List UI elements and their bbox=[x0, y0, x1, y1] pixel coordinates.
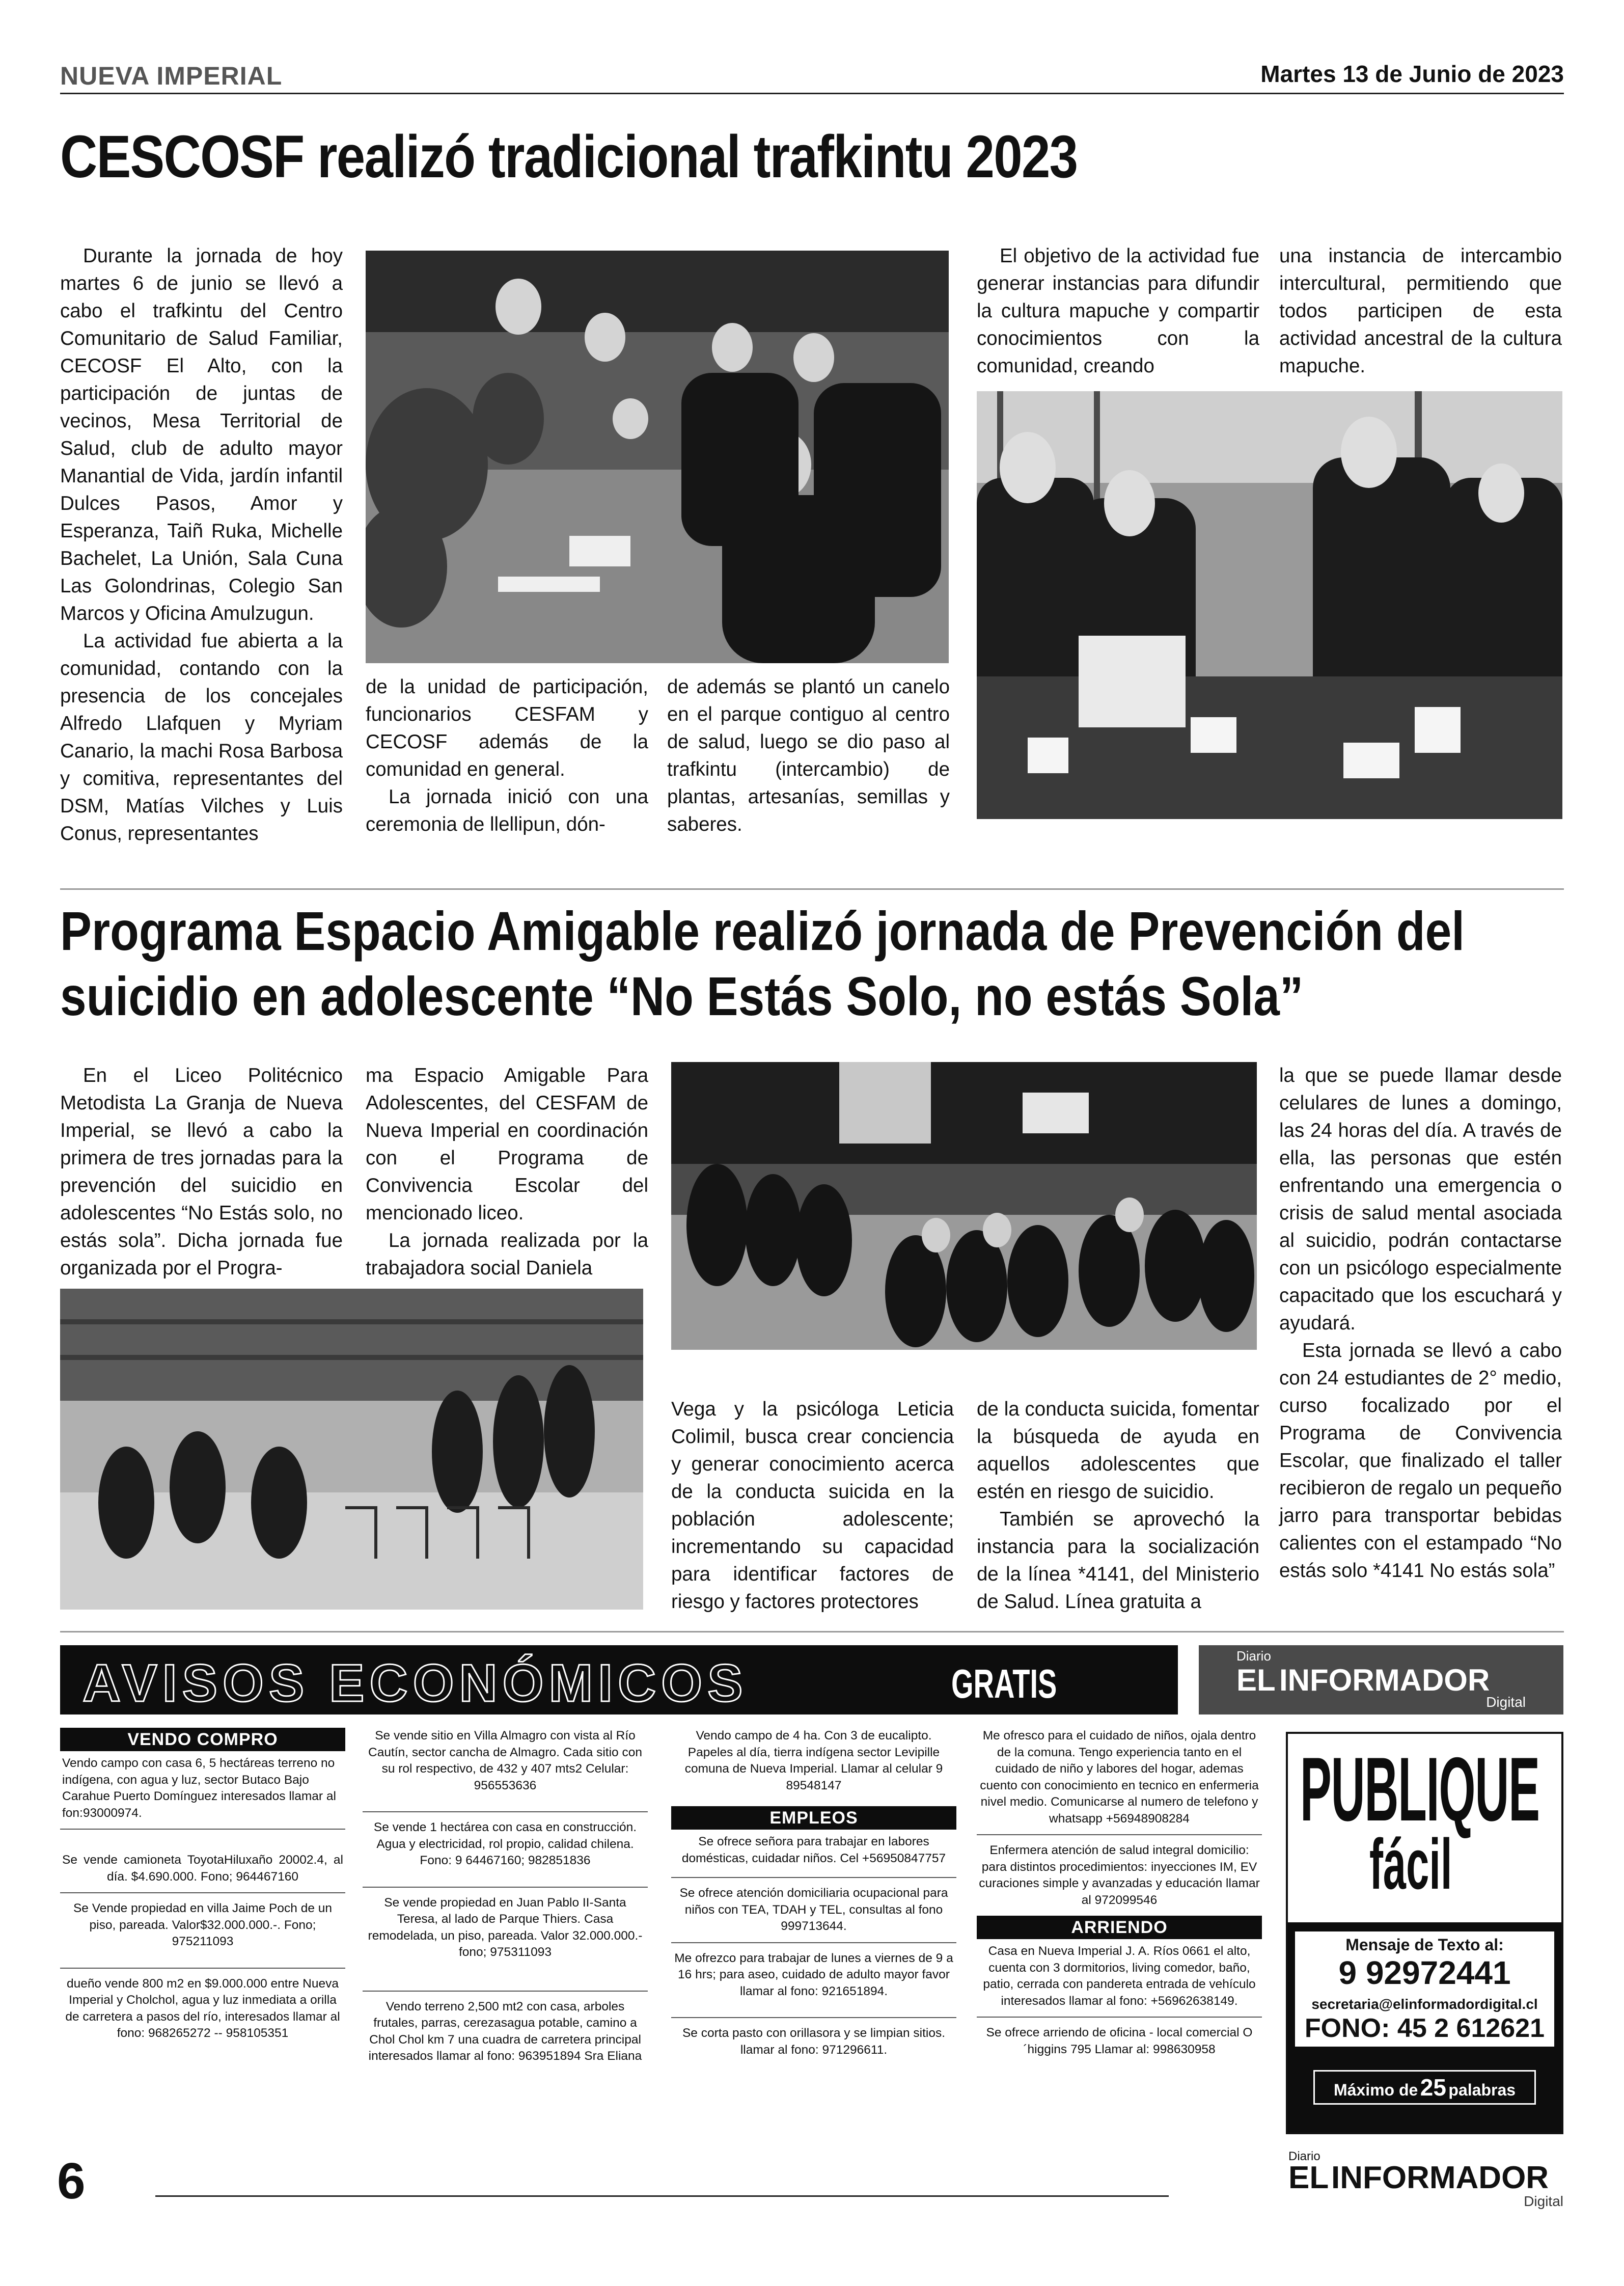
article2-col1 bbox=[60, 1062, 343, 1282]
ad-divider bbox=[671, 1942, 956, 1943]
logo-digital: Digital bbox=[1524, 2193, 1563, 2209]
section-divider bbox=[60, 888, 1564, 890]
logo-name: INFORMADOR bbox=[1331, 2160, 1549, 2195]
workshop-photo-small bbox=[60, 1289, 643, 1610]
trafkintu-photo-1 bbox=[366, 251, 949, 663]
trafkintu-photo-2 bbox=[977, 391, 1562, 819]
max-words-suffix: palabras bbox=[1448, 2081, 1516, 2099]
classified-ad: Se vende propiedad en Juan Pablo II-Santa Teresa, al lado de Parque Thiers. Casa remodelada, un piso, pareada. Valor 32.000.000.- fono; 975311093 bbox=[368, 1895, 643, 1959]
paragraph: El objetivo de la actividad fue generar instancias para difundir la cultura mapuche y compartir conocimientos con la comunidad, creando bbox=[977, 245, 1259, 377]
paragraph: Durante la jornada de hoy martes 6 de junio se llevó a cabo el trafkintu del Centro Comunitario de Salud Familiar, CECOSF El Alto, con la participación de juntas de vecinos, Mesa Territorial de Salud, club de adulto mayor Manantial de Vida, jardín infantil Dulces Pasos, Amor y Esperanza, Taiñ Ruka, Michelle Bachelet, La Unión, Sala Cuna Las Golondrinas, Colegio San Marcos y Oficina Amulzugun. bbox=[60, 245, 343, 624]
issue-date: Martes 13 de Junio de 2023 bbox=[1260, 61, 1564, 87]
logo-el: EL bbox=[1236, 1663, 1276, 1697]
classified-ad: Vendo campo con casa 6, 5 hectáreas terreno no indígena, con agua y luz, sector Butaco Bajo Carahue Puerto Domínguez interesados llamar al fon:93000974. bbox=[62, 1756, 336, 1820]
logo-name: INFORMADOR bbox=[1279, 1663, 1490, 1697]
publique-title: PUBLIQUE bbox=[1300, 1738, 1539, 1840]
ad-divider bbox=[671, 1877, 956, 1878]
gratis-label: GRATIS bbox=[951, 1661, 1057, 1706]
article1-col1 bbox=[60, 242, 343, 848]
paragraph: En el Liceo Politécnico Metodista La Granja de Nueva Imperial, se llevó a cabo la primera de tres jornadas para la prevención del suicidio en adolescentes “No Estás solo, no estás sola”. Dicha jornada fue organizada por el Progra- bbox=[60, 1065, 343, 1279]
ad-divider bbox=[60, 1968, 345, 1969]
classified-ad: Vendo campo de 4 ha. Con 3 de eucalipto. Papeles al día, tierra indígena sector Levipille comuna de Nueva Imperial. Llamar al celular 9 89548147 bbox=[684, 1729, 943, 1792]
workshop-photo-large bbox=[671, 1062, 1257, 1350]
publique-facil-box bbox=[1286, 1732, 1563, 2134]
paragraph: de la conducta suicida, fomentar la búsqueda de ayuda en aquellos adolescentes que estén en riesgo de suicidio. bbox=[977, 1398, 1259, 1503]
max-words-prefix: Máximo de bbox=[1333, 2081, 1418, 2099]
classified-ad: Se Vende propiedad en villa Jaime Poch de un piso, pareada. Valor$32.000.000.-. Fono; 975211093 bbox=[73, 1901, 333, 1948]
footer-rule bbox=[155, 2195, 1169, 2197]
classified-ad: Me ofresco para el cuidado de niños, ojala dentro de la comuna. Tengo experiencia tanto en el cuidado de niño y labores del hogar, ademas cuento con conocimiento en tecnico en enfermeria nivel medio. Comunicarse al numero de telefono y whatsapp +56948908284 bbox=[980, 1729, 1259, 1826]
arriendo-header: ARRIENDO bbox=[977, 1916, 1262, 1939]
article2-headline-line2: suicidio en adolescente “No Estás Solo, no estás Sola” bbox=[60, 965, 1304, 1027]
section-name: NUEVA IMPERIAL bbox=[60, 62, 283, 90]
classified-ad: Casa en Nueva Imperial J. A. Ríos 0661 el alto, cuenta con 3 dormitorios, living comedor, baño, patio, cerrada con pandereta entrada de vehículo interesados llamar al fono: +56962638149. bbox=[983, 1944, 1256, 2008]
classified-ad: Se ofrece señora para trabajar en labores domésticas, cuidadar niños. Cel +56950847757 bbox=[681, 1835, 946, 1865]
classified-ad: Se corta pasto con orillasora y se limpian sitios. llamar al fono: 971296611. bbox=[682, 2026, 946, 2057]
classified-ad: dueño vende 800 m2 en $9.000.000 entre Nueva Imperial y Cholchol, agua y luz inmediata a orilla de carretera a pasos del río, interesados llamar al fono: 968265272 -- 958105351 bbox=[65, 1976, 340, 2040]
article1-col5 bbox=[1279, 242, 1562, 380]
ad-divider bbox=[363, 1811, 648, 1812]
classified-ad: Me ofrezco para trabajar de lunes a viernes de 9 a 16 hrs; para aseo, cuidado de adulto mayor favor llamar al fono: 921651894. bbox=[674, 1951, 953, 1998]
classifieds-banner bbox=[60, 1645, 1178, 1715]
sms-label: Mensaje de Texto al: bbox=[1345, 1936, 1504, 1954]
logo-el: EL bbox=[1288, 2160, 1329, 2195]
ad-divider bbox=[363, 1991, 648, 1992]
article1-col4 bbox=[977, 242, 1259, 380]
logo-digital: Digital bbox=[1486, 1694, 1526, 1710]
sms-phone: 9 92972441 bbox=[1338, 1954, 1511, 1991]
informador-logo-footer bbox=[1288, 2149, 1563, 2211]
article2-col3 bbox=[671, 1396, 954, 1616]
vendo-compro-header: VENDO COMPRO bbox=[60, 1728, 345, 1751]
classified-ad: Vendo terreno 2,500 mt2 con casa, arboles frutales, parras, cerezasagua potable, camino a Chol Chol km 7 una cuadra de carretera principal interesados llamar al fono: 963951894 Sra Eliana bbox=[368, 1999, 642, 2063]
classifieds-col1 bbox=[60, 1728, 345, 2042]
paragraph: ma Espacio Amigable Para Adolescentes, del CESFAM de Nueva Imperial en coordinación con el Programa de Convivencia Escolar del mencionado liceo. bbox=[366, 1065, 648, 1224]
classifieds-col3 bbox=[671, 1728, 956, 2058]
article2-headline-line1: Programa Espacio Amigable realizó jornada de Prevención del bbox=[60, 900, 1465, 962]
paragraph: Esta jornada se llevó a cabo con 24 estudiantes de 2° medio, curso focalizado por el Programa de Convivencia Escolar, que finalizado el taller recibieron de regalo un pequeño jarro para transportar bebidas calientes con el estampado “No estás solo *4141 No estás sola” bbox=[1279, 1340, 1562, 1582]
empleos-header: EMPLEOS bbox=[671, 1806, 956, 1830]
article2-col2 bbox=[366, 1062, 648, 1282]
publique-subtitle: fácil bbox=[1369, 1824, 1452, 1904]
publique-contact-card bbox=[1295, 1931, 1554, 2047]
page-number: 6 bbox=[57, 2153, 86, 2210]
classified-ad: Se vende camioneta ToyotaHiluxaño 20002.4, al día. $4.690.000. Fono; 964467160 bbox=[62, 1853, 343, 1884]
classified-ad: Se ofrece arriendo de oficina - local comercial O´higgins 795 Llamar al: 998630958 bbox=[986, 2026, 1253, 2056]
paragraph: La actividad fue abierta a la comunidad, contando con la presencia de los concejales Alfredo Llafquen y Myriam Canario, la machi Rosa Barbosa y comitiva, representantes del DSM, Matías Vilches y Luis Conus, representantes bbox=[60, 630, 343, 845]
article1-col2 bbox=[366, 673, 648, 838]
classified-ad: Se vende sitio en Villa Almagro con vista al Río Cautín, sector cancha de Almagro. Cada sitio con su rol respectivo, de 432 y 407 mts2 Celular: 956553636 bbox=[368, 1729, 642, 1792]
ad-divider bbox=[977, 1834, 1262, 1835]
logo-diario: Diario bbox=[1288, 2149, 1320, 2163]
logo-diario: Diario bbox=[1236, 1648, 1271, 1664]
classifieds-col4 bbox=[977, 1728, 1262, 2058]
article1-col3 bbox=[667, 673, 950, 838]
section-divider bbox=[60, 1631, 1564, 1632]
publique-fono: FONO: 45 2 612621 bbox=[1304, 2013, 1545, 2043]
classifieds-title: AVISOS ECONÓMICOS bbox=[82, 1654, 748, 1713]
classifieds-col2 bbox=[363, 1728, 648, 2065]
ad-divider bbox=[60, 1829, 345, 1830]
paragraph: La jornada inició con una ceremonia de llellipun, dón- bbox=[366, 786, 648, 835]
informador-logo-top bbox=[1199, 1645, 1563, 1715]
paragraph: La jornada realizada por la trabajadora social Daniela bbox=[366, 1230, 648, 1279]
ad-divider bbox=[671, 2017, 956, 2018]
paragraph: la que se puede llamar desde celulares de lunes a domingo, las 24 horas del día. A través de ella, las personas que estén enfrentando una emergencia o crisis de salud mental asociada al suicidio, podrán contactarse con un psicólogo especialmente capacitado que los escuchará y ayudará. bbox=[1279, 1065, 1562, 1334]
ad-divider bbox=[60, 1892, 345, 1893]
paragraph: También se aprovechó la instancia para la socialización de la línea *4141, del Ministerio de Salud. Línea gratuita a bbox=[977, 1508, 1259, 1613]
paragraph: una instancia de intercambio intercultural, permitiendo que todos participen de esta actividad ancestral de la cultura mapuche. bbox=[1279, 245, 1562, 377]
header-rule bbox=[60, 93, 1564, 94]
classified-ad: Enfermera atención de salud integral domicilio: para distintos procedimientos: inyecciones IM, EV curaciones simple y avanzadas y educación llamar al 972099546 bbox=[979, 1843, 1260, 1907]
article2-col5 bbox=[1279, 1062, 1562, 1585]
ad-divider bbox=[977, 2017, 1262, 2018]
paragraph: de además se plantó un canelo en el parque contiguo al centro de salud, luego se dio paso al trafkintu (intercambio) de plantas, artesanías, semillas y saberes. bbox=[667, 676, 950, 835]
classified-ad: Se ofrece atención domiciliaria ocupacional para niños con TEA, TDAH y TEL, consultas al fono 999713644. bbox=[679, 1886, 948, 1933]
max-words-badge bbox=[1313, 2070, 1536, 2105]
publique-email: secretaria@elinformadordigital.cl bbox=[1311, 1996, 1538, 2012]
paragraph: Vega y la psicóloga Leticia Colimil, busca crear conciencia y generar conocimiento acerca de la conducta suicida en la población adolescente; incrementando su capacidad para identificar factores de riesgo y factores protectores bbox=[671, 1398, 954, 1613]
paragraph: de la unidad de participación, funcionarios CESFAM y CECOSF además de la comunidad en general. bbox=[366, 676, 648, 780]
article2-col4 bbox=[977, 1396, 1259, 1616]
max-words-number: 25 bbox=[1420, 2074, 1446, 2101]
classified-ad: Se vende 1 hectárea con casa en construcción. Agua y electricidad, rol propio, calidad chilena. Fono: 9 64467160; 982851836 bbox=[373, 1820, 637, 1867]
publique-contact-panel bbox=[1288, 1922, 1561, 2132]
ad-divider bbox=[363, 1887, 648, 1888]
article1-headline: CESCOSF realizó tradicional trafkintu 2023 bbox=[60, 123, 1078, 190]
